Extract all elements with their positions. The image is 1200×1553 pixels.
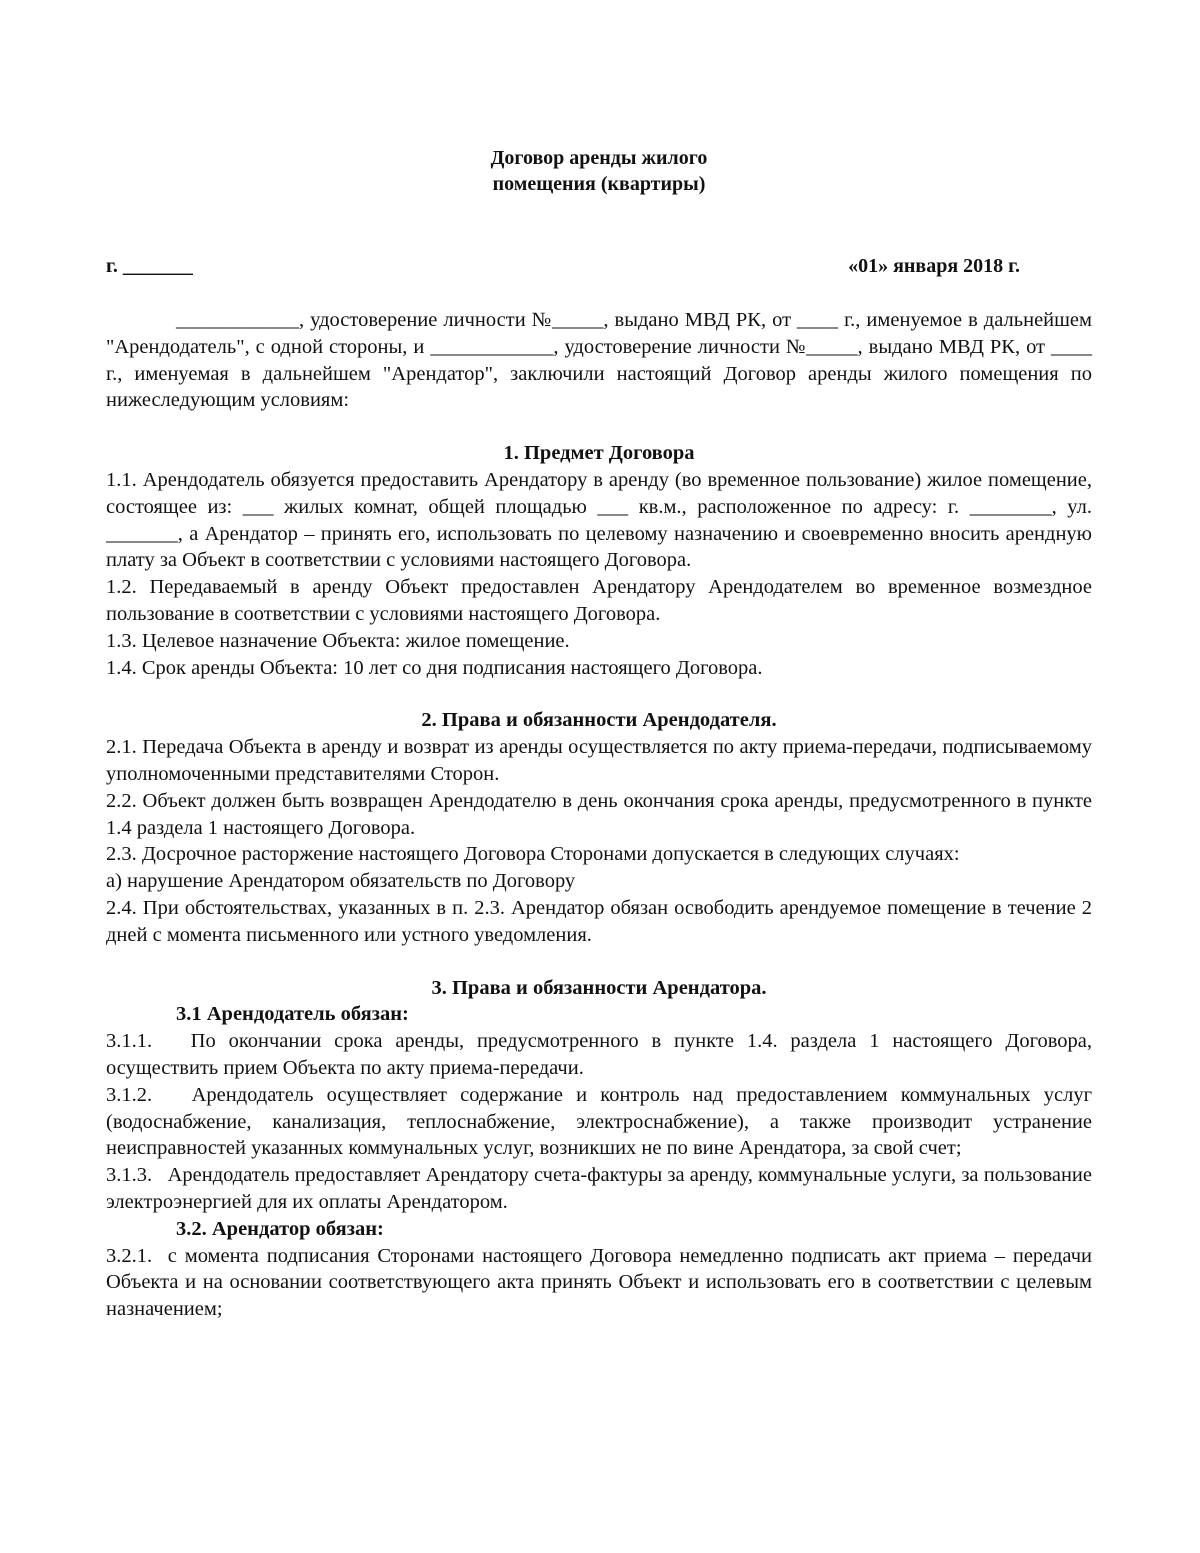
section-1-heading: 1. Предмет Договора	[503, 442, 695, 465]
clause-3-2-1: 3.2.1. с момента подписания Сторонами настоящего Договора немедленно подписать акт приема – передачи Объекта и на основании соответствующего акта принять Объект и использовать его в соответствии с целевым назначением;	[106, 1244, 1098, 1321]
place-date-row	[106, 253, 1092, 279]
clause-1-3: 1.3. Целевое назначение Объекта: жилое помещение.	[106, 629, 570, 652]
contract-place: г. _______	[106, 255, 193, 277]
clause-1-2: 1.2. Передаваемый в аренду Объект предоставлен Арендатору Арендодателем во временное возмездное пользование в соответствии с условиями настоящего Договора.	[106, 576, 1092, 625]
subsection-3-1-heading: 3.1 Арендодатель обязан:	[176, 1003, 409, 1026]
clause-2-2: 2.2. Объект должен быть возвращен Арендодателю в день окончания срока аренды, предусмотренного в пункте 1.4 раздела 1 настоящего Договора.	[106, 789, 1092, 839]
clause-3-1-3: 3.1.3. Арендодатель предоставляет Арендатору счета-фактуры за аренду, коммунальные услуги, за пользование электроэнергией для их оплаты Арендатором.	[106, 1164, 1098, 1213]
section-2-heading: 2. Права и обязанности Арендодателя.	[421, 709, 777, 732]
preamble-paragraph: ____________, удостоверение личности №_____, выдано МВД РК, от ____ г., именуемое в дальнейшем "Арендодатель", с одной стороны, и ____________, удостоверение личности №_____, выдано МВД РК, от ____ г., именуемая в дальнейшем "Арендатор", заключили настоящий Договор аренды жилого помещения по нижеследующим условиям:	[106, 309, 1092, 412]
subsection-3-2-heading: 3.2. Арендатор обязан:	[176, 1217, 384, 1240]
clause-1-1: 1.1. Арендодатель обязуется предоставить Арендатору в аренду (во временное пользование) жилое помещение, состоящее из: ___ жилых комнат, общей площадью ___ кв.м., расположенное по адресу: г. ________, ул. _______, а Арендатор – принять его, использовать по целевому назначению и своевременно вносить арендную плату за Объект в соответствии с условиями настоящего Договора.	[106, 468, 1092, 572]
clause-3-1-2: 3.1.2. Арендодатель осуществляет содержание и контроль над предоставлением коммунальных услуг (водоснабжение, канализация, теплоснабжение, электроснабжение), а также производит устранение неисправностей указанных коммунальных услуг, возникших не по вине Арендатора, за свой счет;	[106, 1083, 1098, 1160]
document-title	[106, 145, 1092, 197]
clause-2-3-a: а) нарушение Арендатором обязательств по Договору	[106, 870, 576, 893]
clause-2-3: 2.3. Досрочное расторжение настоящего Договора Сторонами допускается в следующих случаях:	[106, 843, 960, 866]
title-line-2: помещения (квартиры)	[492, 173, 706, 195]
clause-3-1-1: 3.1.1. По окончании срока аренды, предусмотренного в пункте 1.4. раздела 1 настоящего Договора, осуществить прием Объекта по акту приема-передачи.	[106, 1030, 1098, 1079]
contract-date: «01» января 2018 г.	[848, 255, 1020, 277]
clause-2-1: 2.1. Передача Объекта в аренду и возврат из аренды осуществляется по акту приема-передачи, подписываемому уполномоченными представителями Сторон.	[106, 736, 1092, 785]
document-page	[106, 145, 1098, 1323]
clause-2-4: 2.4. При обстоятельствах, указанных в п. 2.3. Арендатор обязан освободить арендуемое помещение в течение 2 дней с момента письменного или устного уведомления.	[106, 896, 1092, 946]
title-line-1: Договор аренды жилого	[490, 147, 708, 169]
section-3-heading: 3. Права и обязанности Арендатора.	[431, 976, 767, 999]
clause-1-4: 1.4. Срок аренды Объекта: 10 лет со дня подписания настоящего Договора.	[106, 656, 763, 679]
